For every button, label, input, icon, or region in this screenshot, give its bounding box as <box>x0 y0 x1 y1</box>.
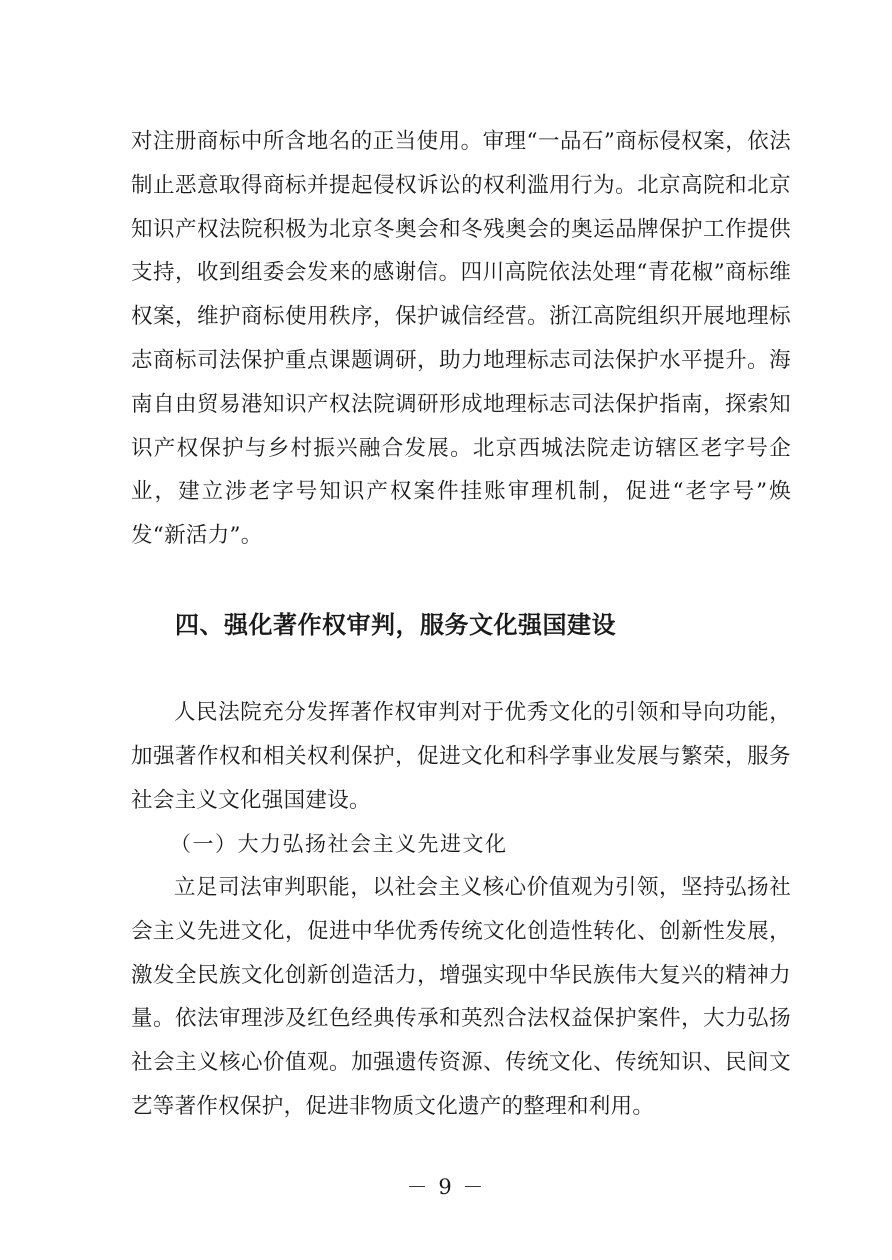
page-number: － 9 － <box>406 1175 486 1199</box>
paragraph-advanced-culture: 立足司法审判职能，以社会主义核心价值观为引领，坚持弘扬社会主义先进文化，促进中华优秀传统文化创造性转化、创新性发展，激发全民族文化创新创造活力，增强实现中华民族伟大复兴的精神力量。依法审理涉及红色经典传承和英烈合法权益保护案件，大力弘扬社会主义核心价值观。加强遗传资源、传统文化、传统知识、民间文艺等著作权保护，促进非物质文化遗产的整理和利用。 <box>131 875 791 1119</box>
paragraph-trademark-cases: 对注册商标中所含地名的正当使用。审理“一品石”商标侵权案，依法制止恶意取得商标并提起侵权诉讼的权利滥用行为。北京高院和北京知识产权法院积极为北京冬奥会和冬残奥会的奥运品牌保护工作提供支持，收到组委会发来的感谢信。四川高院依法处理“青花椒”商标维权案，维护商标使用秩序，保护诚信经营。浙江高院组织开展地理标志商标司法保护重点课题调研，助力地理标志司法保护水平提升。海南自由贸易港知识产权法院调研形成地理标志司法保护指南，探索知识产权保护与乡村振兴融合发展。北京西城法院走访辖区老字号企业，建立涉老字号知识产权案件挂账审理机制，促进“老字号”焕发“新活力”。 <box>131 129 791 549</box>
section-heading-copyright: 四、强化著作权审判，服务文化强国建设 <box>175 611 616 639</box>
paragraph-copyright-intro: 人民法院充分发挥著作权审判对于优秀文化的引领和导向功能，加强著作权和相关权利保护，促进文化和科学事业发展与繁荣，服务社会主义文化强国建设。 <box>131 700 791 813</box>
subsection-heading-advanced-culture: （一）大力弘扬社会主义先进文化 <box>170 832 508 856</box>
